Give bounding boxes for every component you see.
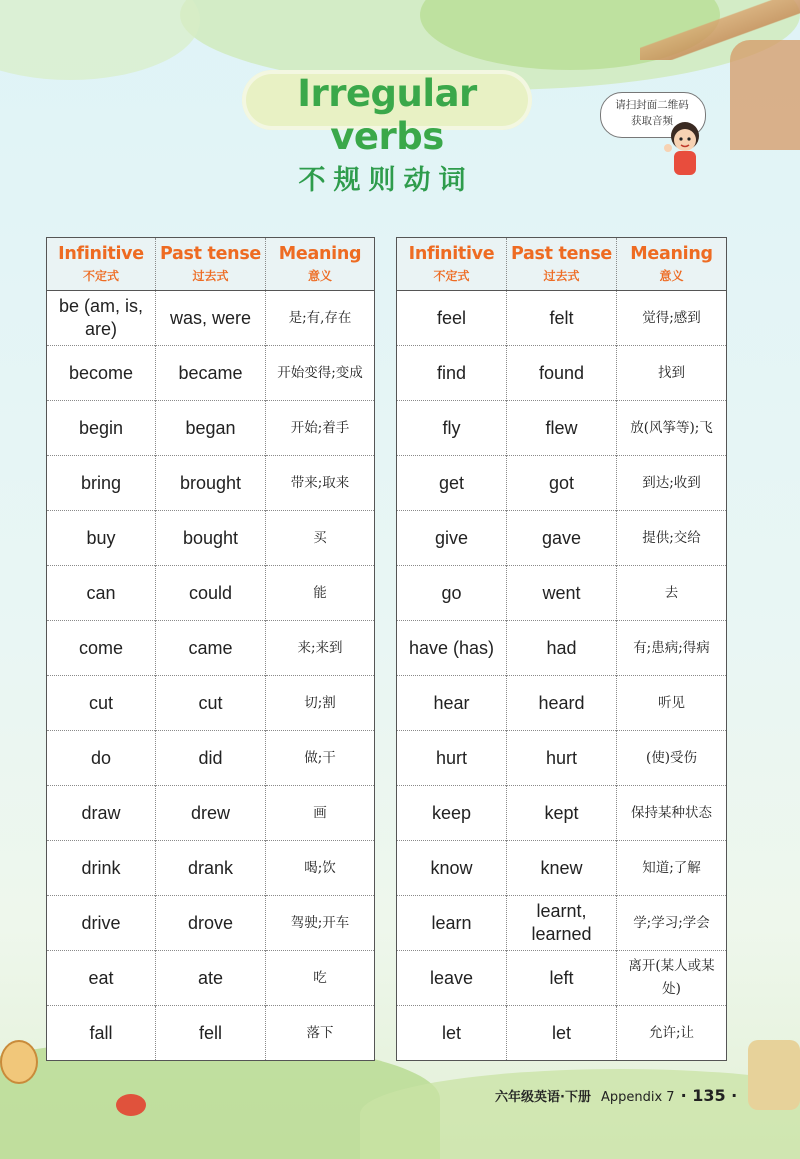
infinitive-cell: keep: [397, 786, 507, 841]
header-meaning: [617, 238, 727, 291]
snail-decoration: [0, 1040, 38, 1084]
infinitive-cell: know: [397, 841, 507, 896]
table-row: [47, 676, 375, 731]
infinitive-cell: drive: [47, 896, 156, 951]
table-row: [47, 346, 375, 401]
past-tense-cell: found: [507, 346, 617, 401]
infinitive-cell: cut: [47, 676, 156, 731]
infinitive-cell: begin: [47, 401, 156, 456]
ladybug-decoration: [116, 1094, 146, 1116]
table-row: [397, 291, 727, 346]
infinitive-cell: go: [397, 566, 507, 621]
meaning-cell: 喝;饮: [266, 841, 375, 896]
meaning-cell: 带来;取来: [266, 456, 375, 511]
header-past-tense-cn: 过去式: [192, 268, 229, 283]
infinitive-cell: hurt: [397, 731, 507, 786]
footer-appendix: Appendix 7: [600, 1090, 675, 1105]
past-tense-cell: flew: [507, 401, 617, 456]
past-tense-cell: drew: [156, 786, 266, 841]
infinitive-cell: be (am, is, are): [58, 296, 144, 339]
table-row: [397, 1006, 727, 1061]
header-infinitive-en: Infinitive: [58, 243, 144, 264]
infinitive-cell: eat: [47, 951, 156, 1006]
table-row: [47, 786, 375, 841]
header-infinitive-cn: 不定式: [82, 268, 119, 283]
meaning-cell: 去: [617, 566, 727, 621]
infinitive-cell: come: [47, 621, 156, 676]
past-tense-cell: hurt: [507, 731, 617, 786]
meaning-cell: 来;来到: [266, 621, 375, 676]
table-row: [47, 291, 375, 346]
past-tense-cell: learnt, learned: [507, 896, 617, 951]
table-row: [397, 346, 727, 401]
table-row: [47, 456, 375, 511]
past-tense-cell: knew: [507, 841, 617, 896]
infinitive-cell: bring: [47, 456, 156, 511]
table-header-row: [47, 238, 375, 291]
page-footer: [495, 1086, 737, 1105]
tree-trunk-decoration: [730, 40, 800, 150]
past-tense-cell: felt: [507, 291, 617, 346]
verb-table-left: [46, 237, 375, 1061]
past-tense-cell: let: [507, 1006, 617, 1061]
header-meaning-cn: 意义: [659, 268, 684, 283]
header-infinitive-cn: 不定式: [433, 268, 470, 283]
meaning-cell: 买: [266, 511, 375, 566]
infinitive-cell: have (has): [397, 621, 507, 676]
foliage-decoration: [0, 0, 200, 80]
header-past-tense: [156, 238, 266, 291]
header-infinitive: [47, 238, 156, 291]
table-row: [397, 676, 727, 731]
table-row: [397, 511, 727, 566]
past-tense-cell: ate: [156, 951, 266, 1006]
meaning-cell: 做;干: [266, 731, 375, 786]
table-row: [47, 731, 375, 786]
meaning-cell: 知道;了解: [617, 841, 727, 896]
table-row: [47, 566, 375, 621]
meaning-cell: 落下: [266, 1006, 375, 1061]
past-tense-cell: drank: [156, 841, 266, 896]
meaning-cell: 开始变得;变成: [266, 346, 375, 401]
meaning-cell: 有;患病;得病: [617, 621, 727, 676]
table-row: [47, 621, 375, 676]
speech-bubble-line: 获取音频: [631, 115, 673, 127]
infinitive-cell: learn: [397, 896, 507, 951]
table-row: [397, 401, 727, 456]
stump-decoration: [748, 1040, 800, 1110]
verb-table-right: [396, 237, 727, 1061]
table-row: [397, 731, 727, 786]
past-tense-cell: did: [156, 731, 266, 786]
infinitive-cell: give: [397, 511, 507, 566]
past-tense-cell: was, were: [156, 291, 266, 346]
past-tense-cell: got: [507, 456, 617, 511]
meaning-cell: 能: [266, 566, 375, 621]
meaning-cell: (使)受伤: [617, 731, 727, 786]
table-row: [47, 1006, 375, 1061]
footer-page-number: · 135 ·: [680, 1086, 738, 1105]
past-tense-cell: drove: [156, 896, 266, 951]
table-row: [47, 951, 375, 1006]
infinitive-cell: buy: [47, 511, 156, 566]
header-infinitive-en: Infinitive: [408, 243, 495, 264]
past-tense-cell: kept: [507, 786, 617, 841]
meaning-cell: 切;割: [266, 676, 375, 731]
past-tense-cell: went: [507, 566, 617, 621]
past-tense-cell: gave: [507, 511, 617, 566]
infinitive-cell: fall: [47, 1006, 156, 1061]
table-row: [47, 896, 375, 951]
table-row: [397, 896, 727, 951]
header-past-tense-cn: 过去式: [543, 268, 580, 283]
header-past-tense-en: Past tense: [510, 243, 613, 264]
past-tense-cell: could: [156, 566, 266, 621]
infinitive-cell: get: [397, 456, 507, 511]
table-row: [47, 841, 375, 896]
infinitive-cell: leave: [397, 951, 507, 1006]
meaning-cell: 觉得;感到: [617, 291, 727, 346]
girl-illustration: [660, 118, 710, 178]
meaning-cell: 听见: [617, 676, 727, 731]
infinitive-cell: hear: [397, 676, 507, 731]
past-tense-cell: brought: [156, 456, 266, 511]
infinitive-cell: can: [47, 566, 156, 621]
past-tense-cell: left: [507, 951, 617, 1006]
table-row: [397, 786, 727, 841]
meaning-cell: 允许;让: [617, 1006, 727, 1061]
meaning-cell: 保持某种状态: [617, 786, 727, 841]
table-row: [397, 841, 727, 896]
infinitive-cell: feel: [436, 307, 467, 328]
meaning-cell: 开始;着手: [266, 401, 375, 456]
table-row: [397, 951, 727, 1006]
past-tense-cell: heard: [507, 676, 617, 731]
meaning-cell: 学;学习;学会: [617, 896, 727, 951]
header-infinitive: [397, 238, 507, 291]
page-title: Irregular verbs: [297, 72, 477, 158]
meaning-cell: 是;有,存在: [266, 291, 375, 346]
table-row: [47, 401, 375, 456]
past-tense-cell: fell: [156, 1006, 266, 1061]
past-tense-cell: became: [156, 346, 266, 401]
meaning-cell: 到达;收到: [617, 456, 727, 511]
past-tense-cell: cut: [156, 676, 266, 731]
table-row: [397, 456, 727, 511]
infinitive-cell: do: [47, 731, 156, 786]
page-subtitle: 不规则动词: [298, 165, 474, 196]
header-meaning-cn: 意义: [307, 268, 332, 283]
infinitive-cell: become: [47, 346, 156, 401]
header-meaning-en: Meaning: [278, 243, 362, 264]
speech-bubble-line: 请扫封面二维码: [615, 99, 689, 111]
meaning-cell: 放(风筝等);飞: [617, 401, 727, 456]
table-row: [397, 566, 727, 621]
meaning-cell: 离开(某人或某处): [617, 951, 727, 1006]
infinitive-cell: draw: [47, 786, 156, 841]
past-tense-cell: bought: [156, 511, 266, 566]
infinitive-cell: find: [397, 346, 507, 401]
infinitive-cell: let: [397, 1006, 507, 1061]
meaning-cell: 吃: [266, 951, 375, 1006]
meaning-cell: 驾驶;开车: [266, 896, 375, 951]
header-past-tense-en: Past tense: [159, 243, 262, 264]
header-meaning-en: Meaning: [630, 243, 713, 264]
footer-book-title: 六年级英语·下册: [495, 1090, 591, 1105]
table-header-row: [397, 238, 727, 291]
header-past-tense: [507, 238, 617, 291]
meaning-cell: 找到: [617, 346, 727, 401]
table-row: [47, 511, 375, 566]
past-tense-cell: came: [156, 621, 266, 676]
meaning-cell: 画: [266, 786, 375, 841]
meaning-cell: 提供;交给: [617, 511, 727, 566]
infinitive-cell: fly: [397, 401, 507, 456]
table-row: [397, 621, 727, 676]
past-tense-cell: began: [156, 401, 266, 456]
past-tense-cell: had: [507, 621, 617, 676]
header-meaning: [266, 238, 375, 291]
infinitive-cell: drink: [47, 841, 156, 896]
